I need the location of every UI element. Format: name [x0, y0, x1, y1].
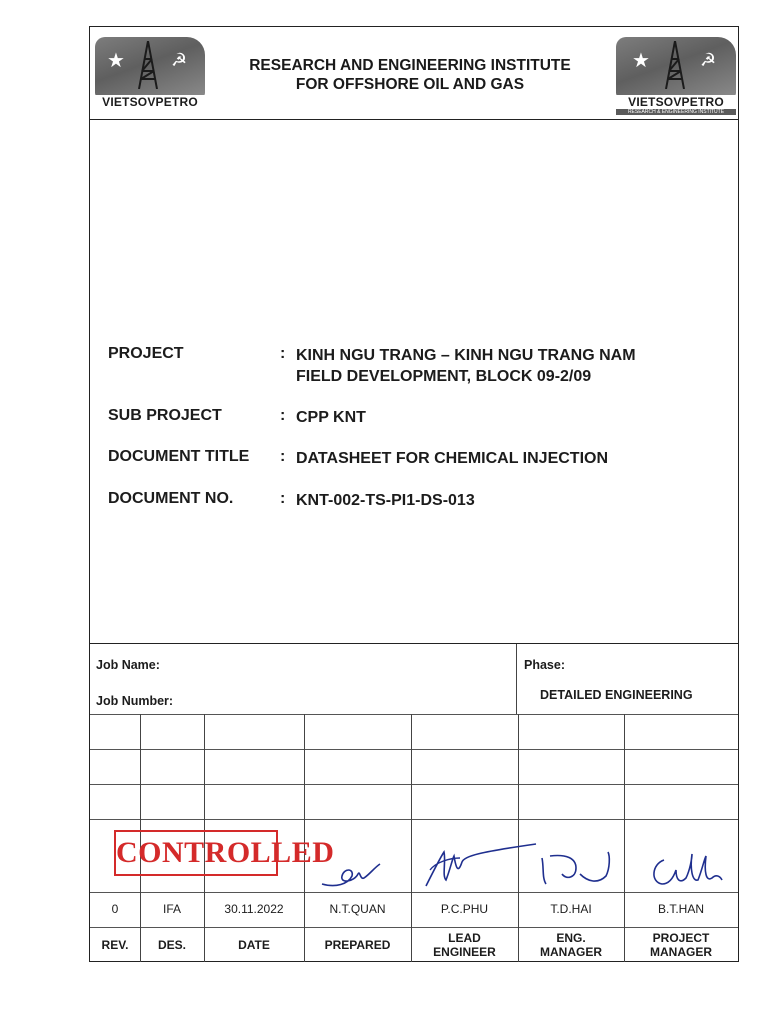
project-manager-header [624, 931, 738, 959]
hammer-sickle-icon: ☭ [171, 50, 188, 70]
col-line [624, 714, 625, 962]
prepared-header: PREPARED [324, 938, 391, 952]
des-value: IFA [162, 902, 181, 916]
star-icon: ★ [632, 50, 650, 72]
oil-derrick-icon [664, 41, 686, 89]
document-no-value: KNT-002-TS-PI1-DS-013 [296, 492, 475, 509]
project-value [296, 345, 636, 387]
lead-engineer-header-line-2: ENGINEER [433, 945, 496, 959]
document-title-label: DOCUMENT TITLE [108, 448, 250, 465]
star-icon: ★ [107, 50, 125, 72]
project-colon: : [280, 345, 286, 362]
controlled-stamp: CONTROLLED [114, 830, 278, 876]
document-no-label: DOCUMENT NO. [108, 490, 234, 507]
eng-manager-header [518, 931, 624, 959]
hammer-sickle-icon: ☭ [700, 50, 717, 70]
row-line [90, 927, 738, 928]
revision-block [90, 643, 738, 962]
eng-manager-header-line-1: ENG. [556, 931, 586, 945]
document-frame [89, 26, 739, 962]
col-line [411, 714, 412, 962]
project-manager-header-line-2: MANAGER [650, 945, 712, 959]
job-name-label: Job Name: [96, 658, 160, 672]
logo-subtitle: RESEARCH & ENGINEERING INSTITUTE [616, 109, 736, 115]
phase-label: Phase: [524, 658, 565, 672]
job-number-label: Job Number: [96, 694, 174, 708]
row-line [90, 749, 738, 750]
rev-value: 0 [111, 902, 119, 916]
phase-divider [516, 644, 517, 714]
project-value-line-2: FIELD DEVELOPMENT, BLOCK 09-2/09 [296, 368, 592, 385]
phase-value: DETAILED ENGINEERING [540, 688, 693, 702]
institute-line-1: RESEARCH AND ENGINEERING INSTITUTE [249, 57, 571, 74]
signature-lead-engineer [420, 840, 540, 892]
rev-header: REV. [101, 938, 129, 952]
date-header: DATE [238, 938, 270, 952]
vietsovpetro-logo-right [616, 37, 736, 113]
lead-engineer-header [411, 931, 518, 959]
lead-engineer-value: P.C.PHU [440, 902, 489, 916]
sub-project-label: SUB PROJECT [108, 407, 222, 424]
document-no-colon: : [280, 490, 286, 507]
sub-project-colon: : [280, 407, 286, 424]
project-label: PROJECT [108, 345, 184, 362]
row-line [90, 714, 738, 715]
eng-manager-value: T.D.HAI [550, 902, 592, 916]
document-title-value: DATASHEET FOR CHEMICAL INJECTION [296, 450, 609, 467]
row-line [90, 784, 738, 785]
logo-name: VIETSOVPETRO [95, 95, 205, 110]
logo-name: VIETSOVPETRO [616, 95, 736, 110]
vietsovpetro-logo-left [95, 37, 205, 113]
signature-project-manager [646, 850, 726, 892]
col-line [518, 714, 519, 962]
header-band [90, 27, 738, 120]
oil-derrick-icon [137, 41, 159, 89]
row-line [90, 892, 738, 893]
signature-eng-manager [536, 848, 620, 892]
des-header: DES. [157, 938, 186, 952]
row-line [90, 819, 738, 820]
signature-prepared [318, 854, 388, 894]
project-manager-header-line-1: PROJECT [652, 931, 710, 945]
eng-manager-header-line-2: MANAGER [540, 945, 602, 959]
prepared-value: N.T.QUAN [329, 902, 386, 916]
date-value: 30.11.2022 [224, 902, 284, 916]
project-manager-value: B.T.HAN [657, 902, 704, 916]
institute-title [208, 56, 612, 94]
project-value-line-1: KINH NGU TRANG – KINH NGU TRANG NAM [296, 347, 636, 364]
sub-project-value: CPP KNT [296, 409, 366, 426]
lead-engineer-header-line-1: LEAD [448, 931, 481, 945]
institute-line-2: FOR OFFSHORE OIL AND GAS [295, 76, 525, 93]
document-title-colon: : [280, 448, 286, 465]
